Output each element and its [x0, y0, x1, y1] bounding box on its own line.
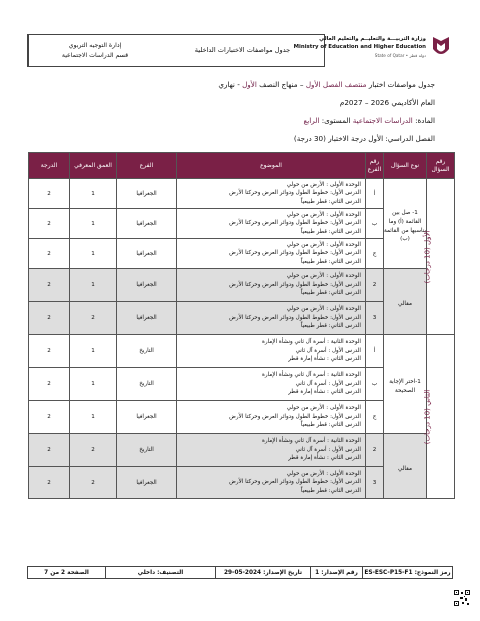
topic-unit: الوحدة الثانية : أسرة آل ثاني ونشأة الإمارة [261, 339, 361, 346]
branch-cell: الجغرافيا [117, 239, 177, 269]
topic-lesson-2: الدرس الثاني : نشأة إمارة قطر [288, 356, 361, 363]
branch-no-cell: أ [366, 335, 384, 368]
topic-lesson-1: الدرس الأول: خطوط الطول ودوائر العرض وحركتا الأرض [229, 413, 361, 420]
academic-year: العام الأكاديمي 2026 – 2027م [339, 98, 435, 107]
header-title: جدول مواصفات الاختبارات الداخلية [194, 45, 291, 54]
table-row [29, 179, 455, 209]
topic-cell [177, 239, 366, 269]
header-branch: الفرع [117, 153, 177, 179]
branch-no-cell: 2 [366, 269, 384, 302]
question-type-cell: 1-اختر الإجابة الصحيحة [384, 335, 427, 434]
topic-unit: الوحدة الأولى : الأرض من حولي [286, 241, 361, 248]
topic-lesson-1: الدرس الأول : أسرة آل ثاني [295, 446, 361, 453]
branch-no-cell: أ [366, 179, 384, 209]
topic-lesson-2: الدرس الثاني: قطر طبيعياً [300, 487, 361, 494]
branch-no-cell: ب [366, 209, 384, 239]
question-type-cell: مقالي [384, 269, 427, 335]
depth-cell: 1 [70, 401, 117, 434]
depth-cell: 2 [70, 302, 117, 335]
topic-lesson-2: الدرس الثاني: قطر طبيعياً [300, 258, 361, 265]
topic-cell [177, 368, 366, 401]
branch-cell: الجغرافيا [117, 209, 177, 239]
branch-no-cell: ج [366, 401, 384, 434]
depth-cell: 1 [70, 368, 117, 401]
branch-cell: الجغرافيا [117, 179, 177, 209]
level-value: الرابع [303, 116, 320, 125]
topic-unit: الوحدة الأولى : الأرض من حولي [286, 211, 361, 218]
grade-cell: 2 [29, 209, 70, 239]
grade-cell: 2 [29, 335, 70, 368]
header-box [27, 34, 325, 67]
logo-arabic: وزارة التربيـــة والتعليــم والتعليم العالي [319, 36, 426, 42]
table-row [29, 335, 455, 368]
topic-lesson-2: الدرس الثاني: قطر طبيعياً [300, 422, 361, 429]
question-type-cell: مقالي [384, 434, 427, 499]
header-grade: الدرجة [29, 153, 70, 179]
grade-cell: 2 [29, 467, 70, 499]
topic-unit: الوحدة الأولى : الأرض من حولي [286, 273, 361, 280]
depth-cell: 1 [70, 209, 117, 239]
grade-cell: 2 [29, 434, 70, 467]
depth-cell: 1 [70, 335, 117, 368]
topic-lesson-2: الدرس الثاني : نشأة إمارة قطر [288, 389, 361, 396]
department-line2: قسم الدراسات الاجتماعية [61, 51, 129, 59]
exam-title-part: – منهاج النصف [256, 80, 306, 89]
topic-lesson-2: الدرس الثاني: قطر طبيعياً [300, 228, 361, 235]
footer-version: رقم الإصدار: 1 [310, 567, 362, 578]
topic-unit: الوحدة الثانية : أسرة آل ثاني ونشأة الإمارة [261, 372, 361, 379]
grade-cell: 2 [29, 302, 70, 335]
topic-cell [177, 434, 366, 467]
branch-cell: الجغرافيا [117, 269, 177, 302]
topic-lesson-1: الدرس الأول: خطوط الطول ودوائر العرض وحركتا الأرض [229, 281, 361, 288]
section-2-label: الثاني (10 درجات) [422, 389, 431, 444]
branch-cell: الجغرافيا [117, 401, 177, 434]
header-question-type: نوع السؤال [384, 153, 427, 179]
header-branch-no: رقم الفرع [366, 153, 384, 179]
branch-no-cell: ج [366, 239, 384, 269]
topic-unit: الوحدة الأولى : الأرض من حولي [286, 306, 361, 313]
branch-cell: الجغرافيا [117, 467, 177, 499]
depth-cell: 1 [70, 269, 117, 302]
table-row [29, 269, 455, 302]
grade-cell: 2 [29, 401, 70, 434]
topic-cell [177, 401, 366, 434]
grade-cell: 2 [29, 179, 70, 209]
header-department-cell [28, 35, 161, 66]
topic-unit: الوحدة الثانية : أسرة آل ثاني ونشأة الإمارة [261, 438, 361, 445]
topic-cell [177, 302, 366, 335]
level-label: المستوى: [319, 116, 353, 125]
topic-cell [177, 335, 366, 368]
depth-cell: 1 [70, 239, 117, 269]
topic-cell [177, 179, 366, 209]
branch-cell: التاريخ [117, 434, 177, 467]
topic-unit: الوحدة الأولى : الأرض من حولي [286, 181, 361, 188]
exam-title [95, 80, 435, 89]
branch-no-cell: ب [366, 368, 384, 401]
table-row [29, 434, 455, 467]
footer-form-code: رمز النموذج: ES-ESC-P15-F1 [362, 567, 452, 578]
topic-unit: الوحدة الأولى : الأرض من حولي [286, 405, 361, 412]
exam-half: الأول [242, 80, 257, 89]
header-topic: الموضوع [177, 153, 366, 179]
ministry-logo [293, 35, 453, 65]
specification-table [28, 152, 455, 499]
grade-cell: 2 [29, 368, 70, 401]
question-type-cell: 1- صل بين القائمة (أ) وما يناسبها من القائمة (ب) [384, 179, 427, 269]
topic-lesson-1: الدرس الأول: خطوط الطول ودوائر العرض وحركتا الأرض [229, 314, 361, 321]
depth-cell: 1 [70, 179, 117, 209]
branch-no-cell: 3 [366, 467, 384, 499]
topic-lesson-1: الدرس الأول: خطوط الطول ودوائر العرض وحركتا الأرض [229, 479, 361, 486]
header-depth: العمق المعرفي [70, 153, 117, 179]
topic-lesson-2: الدرس الثاني: قطر طبيعياً [300, 198, 361, 205]
footer-page-number: الصفحة 2 من 7 [44, 569, 89, 576]
topic-lesson-2: الدرس الثاني: قطر طبيعياً [300, 323, 361, 330]
exam-title-part: جدول مواصفات اختبار [366, 80, 435, 89]
topic-cell [177, 269, 366, 302]
subject-level [95, 116, 435, 125]
section-1-label: الأول (10 درجات) [423, 230, 432, 283]
semester-grade: الفصل الدراسي: الأول درجة الاختبار (30 درجة) [293, 134, 435, 143]
topic-lesson-1: الدرس الأول: خطوط الطول ودوائر العرض وحركتا الأرض [229, 190, 361, 197]
branch-no-cell: 2 [366, 434, 384, 467]
grade-cell: 2 [29, 269, 70, 302]
subject-label: المادة: [412, 116, 435, 125]
depth-cell: 2 [70, 434, 117, 467]
department-line1: إدارة التوجيه التربوي [68, 42, 122, 50]
footer-bar [27, 566, 453, 579]
topic-lesson-1: الدرس الأول: خطوط الطول ودوائر العرض وحركتا الأرض [229, 250, 361, 257]
topic-cell [177, 467, 366, 499]
branch-cell: التاريخ [117, 335, 177, 368]
depth-cell: 2 [70, 467, 117, 499]
grade-cell: 2 [29, 239, 70, 269]
logo-state: State of Qatar • دولة قطر [374, 53, 426, 58]
subject-value: الدراسات الاجتماعية [352, 116, 413, 125]
branch-no-cell: 3 [366, 302, 384, 335]
table-header-row [29, 153, 455, 179]
topic-cell [177, 209, 366, 239]
section-2-cell [422, 335, 455, 499]
topic-lesson-1: الدرس الأول : أسرة آل ثاني [295, 380, 361, 387]
logo-english: Ministry of Education and Higher Education [293, 44, 426, 50]
qr-code-icon [454, 590, 470, 606]
section-1-cell [423, 179, 455, 335]
footer-issue-date: تاريخ الإصدار: 2024-05-29 [215, 567, 310, 578]
topic-lesson-2: الدرس الثاني : نشأة إمارة قطر [288, 455, 361, 462]
ministry-emblem-icon [429, 35, 453, 61]
exam-period: منتصف الفصل الأول [305, 80, 367, 89]
topic-lesson-1: الدرس الأول: خطوط الطول ودوائر العرض وحركتا الأرض [229, 220, 361, 227]
topic-lesson-2: الدرس الثاني: قطر طبيعياً [300, 290, 361, 297]
footer-classification: التصنيف: داخلي [105, 567, 215, 578]
branch-cell: الجغرافيا [117, 302, 177, 335]
exam-shift: - نهاري [218, 80, 243, 89]
branch-cell: التاريخ [117, 368, 177, 401]
header-section-no: رقم السؤال [427, 153, 455, 179]
topic-lesson-1: الدرس الأول : أسرة آل ثاني [295, 347, 361, 354]
topic-unit: الوحدة الأولى : الأرض من حولي [286, 470, 361, 477]
